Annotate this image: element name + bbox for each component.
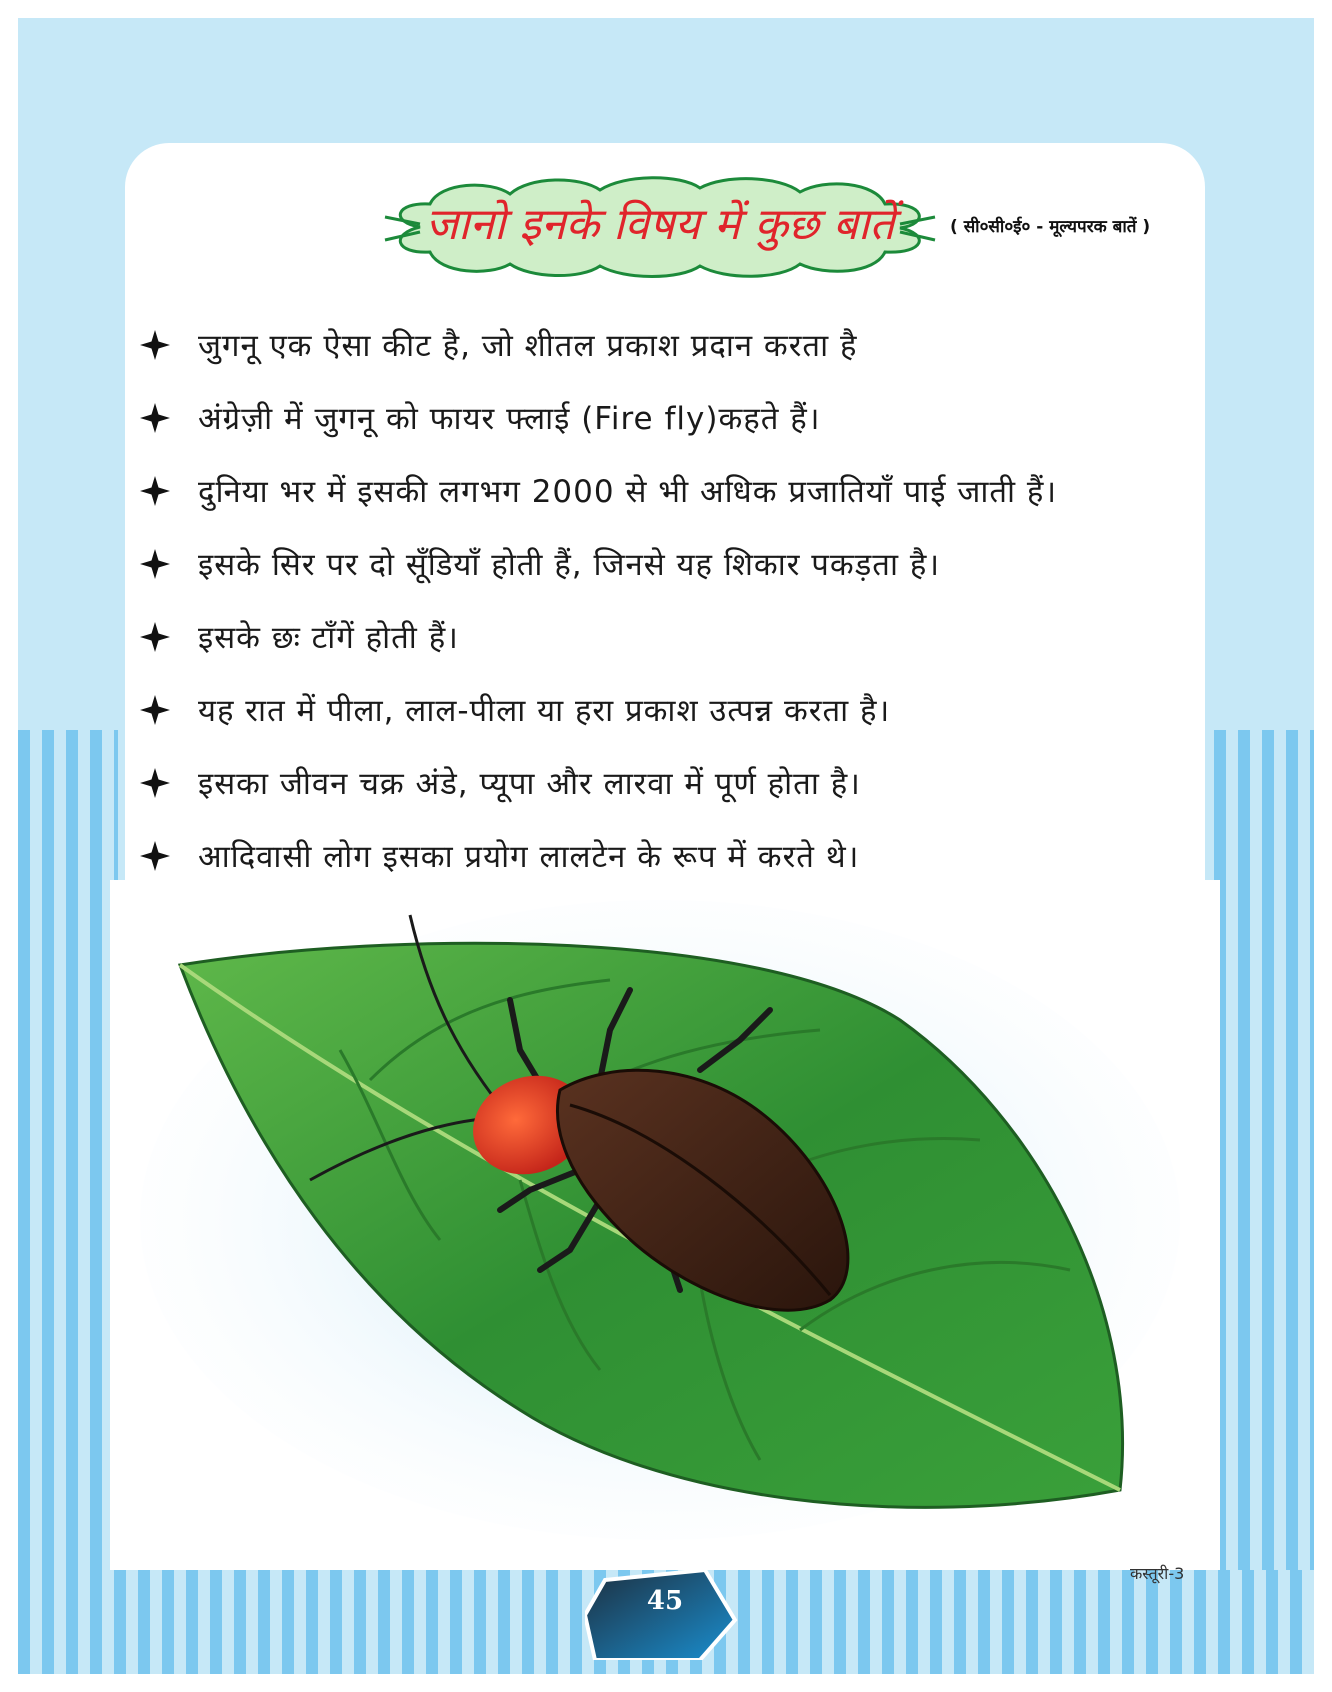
four-point-star-icon <box>140 622 198 652</box>
list-item <box>140 308 1200 381</box>
fact-list <box>140 308 1200 892</box>
left-stripes <box>18 730 118 1674</box>
four-point-star-icon <box>140 841 198 871</box>
fact-text: यह रात में पीला, लाल-पीला या हरा प्रकाश उत्पन्न करता है। <box>198 692 891 729</box>
list-item <box>140 454 1200 527</box>
fact-text: अंग्रेज़ी में जुगनू को फायर फ्लाई (Fire fly)कहते हैं। <box>198 400 821 437</box>
four-point-star-icon <box>140 695 198 725</box>
firefly-on-leaf-illustration <box>140 890 1180 1550</box>
book-label: कस्तूरी-3 <box>1130 1564 1185 1583</box>
list-item <box>140 381 1200 454</box>
list-item <box>140 819 1200 892</box>
list-item <box>140 600 1200 673</box>
four-point-star-icon <box>140 403 198 433</box>
four-point-star-icon <box>140 476 198 506</box>
four-point-star-icon <box>140 768 198 798</box>
page-title: जानो इनके विषय में कुछ बातें <box>425 199 895 250</box>
page-number: 45 <box>646 1586 684 1616</box>
fact-text: इसके सिर पर दो सूँडियाँ होती हैं, जिनसे यह शिकार पकड़ता है। <box>198 546 941 583</box>
list-item <box>140 673 1200 746</box>
fact-text: दुनिया भर में इसकी लगभग 2000 से भी अधिक प्रजातियाँ पाई जाती हैं। <box>198 473 1058 510</box>
fact-text: इसके छः टाँगें होती हैं। <box>198 619 459 656</box>
right-stripes <box>1214 730 1314 1674</box>
four-point-star-icon <box>140 549 198 579</box>
fact-text: आदिवासी लोग इसका प्रयोग लालटेन के रूप में करते थे। <box>198 838 860 875</box>
fact-text: जुगनू एक ऐसा कीट है, जो शीतल प्रकाश प्रदान करता है <box>198 327 858 364</box>
list-item <box>140 527 1200 600</box>
four-point-star-icon <box>140 330 198 360</box>
page-subtitle: ( सी०सी०ई० - मूल्यपरक बातें ) <box>950 217 1151 237</box>
fact-text: इसका जीवन चक्र अंडे, प्यूपा और लारवा में पूर्ण होता है। <box>198 765 861 802</box>
list-item <box>140 746 1200 819</box>
